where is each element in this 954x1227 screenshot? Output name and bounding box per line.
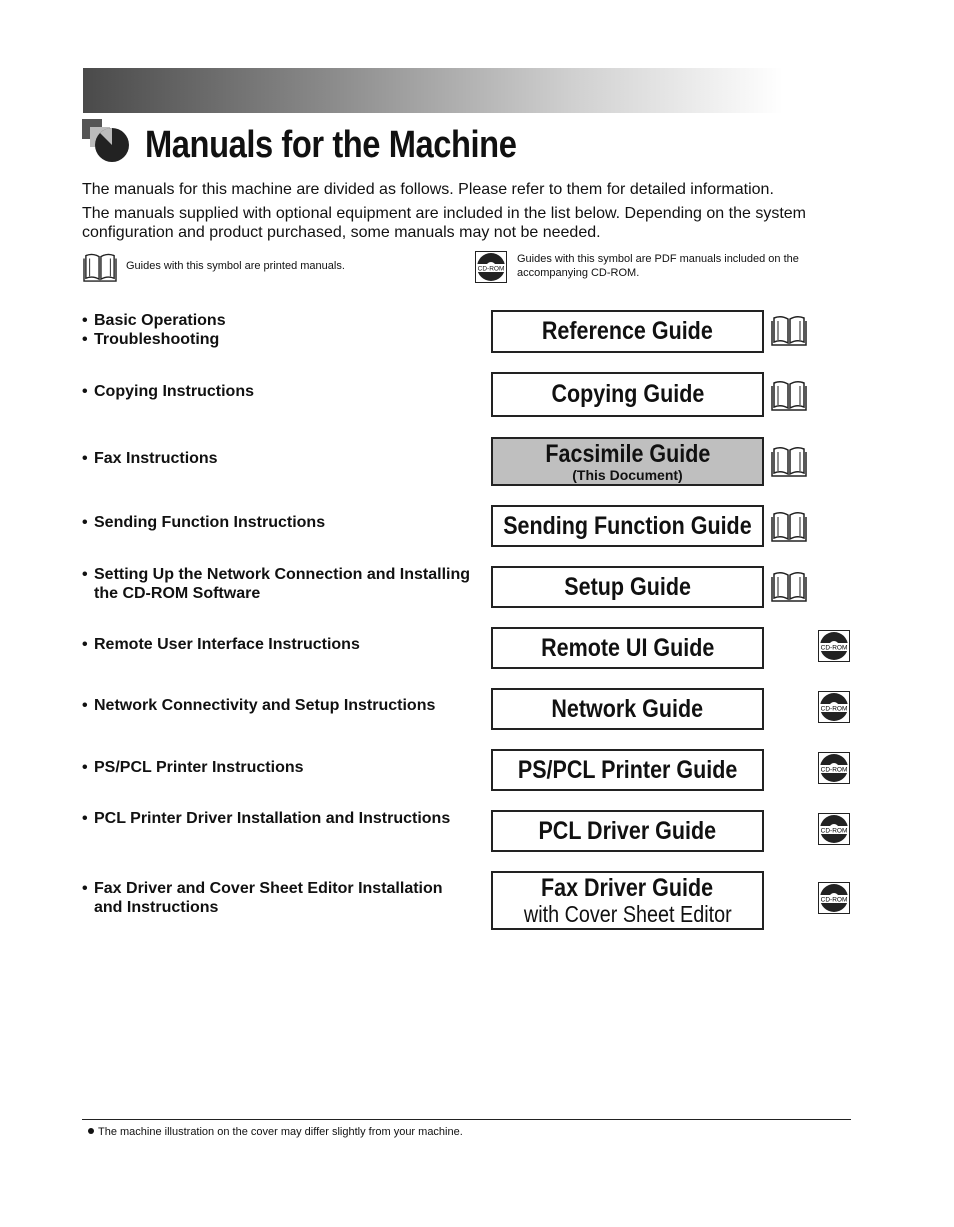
bullet: • <box>82 810 88 827</box>
guide-box <box>491 871 764 930</box>
legend-cd-rom-text: Guides with this symbol are PDF manuals included on the accompanying CD-ROM. <box>517 253 799 279</box>
page-title: Manuals for the Machine <box>145 124 517 166</box>
cd-rom-icon <box>818 813 850 845</box>
description-item <box>82 330 472 349</box>
bullet: • <box>82 636 88 653</box>
description-item <box>82 809 472 828</box>
guide-subtitle: with Cover Sheet Editor <box>523 900 732 927</box>
bullet: • <box>82 331 88 348</box>
guide-title: Network Guide <box>551 694 704 723</box>
guide-title: Setup Guide <box>564 572 691 601</box>
book-icon <box>771 377 807 411</box>
cd-rom-icon <box>818 752 850 784</box>
guide-box <box>491 749 764 791</box>
description-item <box>82 513 472 532</box>
description-text: Network Connectivity and Setup Instructions <box>94 697 436 714</box>
description-text: Sending Function Instructions <box>94 514 326 531</box>
guide-title: PCL Driver Guide <box>538 816 717 845</box>
guide-box <box>491 372 764 417</box>
description-item <box>82 382 472 401</box>
guide-description <box>82 696 472 715</box>
bullet: • <box>82 697 88 714</box>
book-icon <box>771 568 807 602</box>
bullet-dot <box>88 1128 94 1134</box>
intro-paragraph-1: The manuals for this machine are divided as follows. Please refer to them for detailed information. <box>82 181 774 198</box>
guide-title: Copying Guide <box>551 380 704 408</box>
description-text: PCL Printer Driver Installation and Instructions <box>94 810 451 827</box>
section-title-icon <box>82 119 130 165</box>
description-item <box>82 565 472 603</box>
cd-rom-label: CD-ROM <box>820 705 848 713</box>
header-gradient-bar <box>83 68 783 113</box>
guide-box <box>491 810 764 852</box>
book-icon <box>771 443 807 477</box>
description-item <box>82 449 472 468</box>
description-item <box>82 635 472 654</box>
footnote <box>88 1126 463 1139</box>
guide-description <box>82 449 472 468</box>
guide-box <box>491 437 764 486</box>
description-text: Fax Driver and Cover Sheet Editor Installation and Instructions <box>94 880 443 916</box>
guide-title: Sending Function Guide <box>503 511 752 540</box>
book-icon <box>771 508 807 542</box>
guide-title: Remote UI Guide <box>540 633 715 662</box>
cd-rom-label: CD-ROM <box>820 766 848 774</box>
guide-description <box>82 311 472 349</box>
footer-divider <box>82 1119 851 1120</box>
guide-description <box>82 565 472 603</box>
footnote-text: The machine illustration on the cover may differ slightly from your machine. <box>98 1126 463 1138</box>
cd-rom-icon <box>818 882 850 914</box>
bullet: • <box>82 514 88 531</box>
cd-rom-icon <box>475 251 507 283</box>
cd-rom-icon <box>818 691 850 723</box>
description-item <box>82 758 472 777</box>
guide-description <box>82 382 472 401</box>
intro-paragraph-2: The manuals supplied with optional equipment are included in the list below. Depending on the system configuration and product purchased, some manuals may not be needed. <box>82 205 806 241</box>
guide-description <box>82 809 472 828</box>
description-text: Basic Operations <box>94 312 226 329</box>
description-item <box>82 311 472 330</box>
description-item <box>82 879 472 917</box>
bullet: • <box>82 759 88 776</box>
description-text: Copying Instructions <box>94 383 254 400</box>
cd-rom-label: CD-ROM <box>820 896 848 904</box>
bullet: • <box>82 880 88 897</box>
bullet: • <box>82 566 88 583</box>
book-icon <box>771 312 807 346</box>
guide-box <box>491 310 764 353</box>
bullet: • <box>82 312 88 329</box>
guide-title: Facsimile Guide <box>545 439 710 468</box>
description-text: Troubleshooting <box>94 331 220 348</box>
guide-description <box>82 513 472 532</box>
guide-box <box>491 688 764 730</box>
description-text: PS/PCL Printer Instructions <box>94 759 304 776</box>
guide-title: PS/PCL Printer Guide <box>517 755 738 784</box>
legend-printed-text: Guides with this symbol are printed manuals. <box>126 260 345 272</box>
guide-description <box>82 879 472 917</box>
guide-box <box>491 627 764 669</box>
description-text: Remote User Interface Instructions <box>94 636 360 653</box>
cd-rom-label: CD-ROM <box>820 644 848 652</box>
description-item <box>82 696 472 715</box>
bullet: • <box>82 450 88 467</box>
guide-description <box>82 635 472 654</box>
cd-rom-label: CD-ROM <box>820 827 848 835</box>
book-icon <box>83 250 117 282</box>
guide-box <box>491 505 764 547</box>
guide-box <box>491 566 764 608</box>
bullet: • <box>82 383 88 400</box>
description-text: Fax Instructions <box>94 450 218 467</box>
guide-title: Reference Guide <box>542 317 713 345</box>
description-text: Setting Up the Network Connection and Installing the CD-ROM Software <box>94 566 471 602</box>
cd-rom-icon <box>818 630 850 662</box>
guide-title: Fax Driver Guide <box>541 873 714 902</box>
guide-subtitle: (This Document) <box>572 466 683 483</box>
guide-description <box>82 758 472 777</box>
svg-text:CD-ROM: CD-ROM <box>477 265 505 273</box>
